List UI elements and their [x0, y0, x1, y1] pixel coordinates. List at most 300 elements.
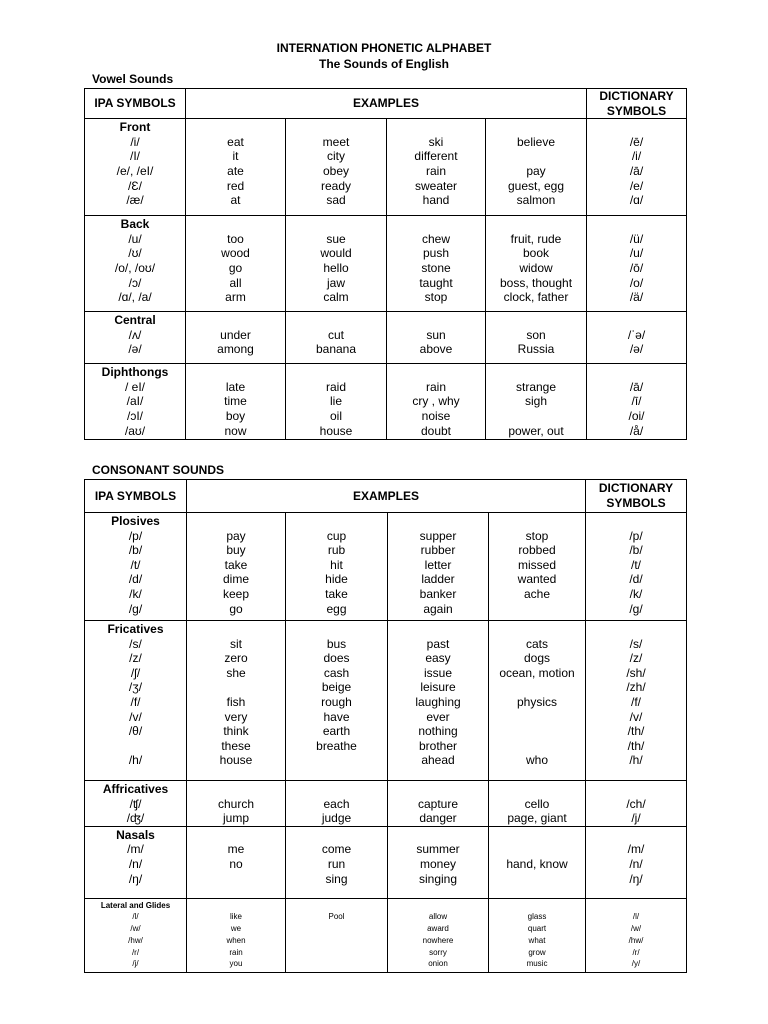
ipa-symbol: /u/ [128, 231, 142, 246]
dictionary-symbol: /g/ [629, 601, 643, 616]
ipa-symbol: /t/ [130, 557, 141, 572]
example-cell [388, 826, 489, 898]
example-cell [387, 119, 486, 216]
example-word: missed [518, 557, 557, 572]
example-word: ate [227, 163, 244, 178]
example-word: run [327, 856, 346, 871]
dictionary-symbol: /z/ [629, 651, 643, 666]
dictionary-symbol: /ā/ [629, 379, 644, 394]
example-word: me [227, 842, 245, 857]
ipa-cell [85, 312, 186, 364]
example-word: think [223, 724, 249, 739]
dictionary-symbol: /o/ [629, 275, 644, 290]
example-word: all [229, 275, 242, 290]
example-word: ready [320, 178, 352, 193]
example-word: salmon [516, 193, 556, 208]
example-cell [387, 312, 486, 364]
example-word: house [219, 753, 253, 768]
example-word: physics [517, 694, 558, 709]
ipa-symbol: /w/ [130, 924, 141, 934]
example-word: award [427, 924, 449, 934]
example-word: when [226, 935, 246, 945]
ipa-symbols-header: IPA SYMBOLS [85, 480, 187, 513]
ipa-symbol: /ʤ/ [126, 811, 145, 826]
example-word: judge [321, 811, 352, 826]
example-word: banker [419, 586, 457, 601]
ipa-cell [85, 781, 187, 827]
example-word: ski [428, 134, 444, 149]
dictionary-cell [587, 364, 687, 440]
example-word: she [226, 665, 246, 680]
example-word: Russia [517, 342, 555, 357]
example-word: again [423, 601, 453, 616]
dictionary-symbol: /m/ [627, 842, 645, 857]
group-label: Diphthongs [101, 365, 169, 380]
dictionary-symbol: /ō/ [629, 260, 644, 275]
ipa-symbol: /I/ [129, 149, 140, 164]
ipa-symbol: /ə/ [128, 342, 142, 357]
example-word: come [321, 842, 352, 857]
example-word: rain [425, 163, 446, 178]
example-word: grow [528, 947, 546, 957]
example-word: rough [321, 694, 352, 709]
example-word: strange [515, 379, 557, 394]
example-word [486, 409, 586, 424]
example-word [489, 842, 585, 857]
ipa-cell [85, 216, 186, 312]
example-cell [187, 898, 286, 972]
group-row [85, 781, 687, 827]
example-word: now [224, 423, 247, 438]
dictionary-symbol: /e/ [629, 178, 644, 193]
vowel-section-heading: Vowel Sounds [92, 72, 174, 86]
example-word: like [229, 912, 242, 922]
example-word: obey [322, 163, 350, 178]
dictionary-symbol: /ŋ/ [629, 871, 643, 886]
example-word: hand [422, 193, 450, 208]
example-word: sue [326, 231, 346, 246]
group-row [85, 898, 687, 972]
ipa-symbol: /l/ [132, 912, 139, 922]
example-word: dime [222, 572, 249, 587]
example-word: buy [226, 543, 246, 558]
example-word: stop [424, 290, 448, 305]
example-cell [388, 898, 489, 972]
example-word: sun [426, 327, 446, 342]
group-label: Affricatives [102, 782, 169, 796]
document-subtitle: The Sounds of English [319, 57, 449, 71]
example-word: cut [327, 327, 344, 342]
group-label: Central [114, 313, 156, 328]
ipa-symbol: /n/ [128, 856, 143, 871]
example-cell [186, 216, 286, 312]
example-word: believe [516, 134, 556, 149]
example-word: nothing [418, 724, 458, 739]
ipa-symbol: /ɑ/, /a/ [118, 290, 152, 305]
group-label: Nasals [116, 827, 155, 842]
example-word: too [227, 231, 244, 246]
example-word [489, 739, 585, 754]
example-cell [286, 898, 388, 972]
example-word: egg [326, 601, 347, 616]
ipa-symbol: /k/ [129, 586, 142, 601]
example-word: pay [226, 528, 246, 543]
group-label: Front [119, 120, 151, 135]
example-cell [186, 364, 286, 440]
example-word: what [528, 935, 546, 945]
example-word [286, 753, 387, 768]
dictionary-symbol: /w/ [630, 924, 642, 934]
ipa-symbol: /i/ [130, 134, 140, 149]
group-row [85, 364, 687, 440]
example-word: cry , why [412, 394, 460, 409]
example-word: taught [419, 275, 453, 290]
example-cell [187, 781, 286, 827]
example-word: boss, thought [499, 275, 573, 290]
example-cell [489, 898, 586, 972]
example-word: dogs [523, 651, 551, 666]
example-word [286, 958, 387, 970]
example-word: book [522, 246, 550, 261]
dictionary-symbol: /hw/ [628, 935, 644, 945]
example-word: arm [225, 290, 246, 305]
example-word: laughing [415, 694, 461, 709]
example-word: raid [325, 379, 346, 394]
ipa-symbol: /j/ [132, 959, 139, 969]
example-word: page, giant [507, 811, 567, 826]
example-cell [286, 312, 387, 364]
example-word: cash [323, 665, 350, 680]
group-row [85, 216, 687, 312]
group-label: Fricatives [107, 622, 164, 636]
example-word: sad [326, 193, 346, 208]
example-word: hand, know [506, 856, 568, 871]
dictionary-symbol: /ī/ [631, 394, 642, 409]
group-label: Lateral and Glides [100, 900, 171, 910]
example-word: sigh [525, 394, 548, 409]
example-word: jaw [326, 275, 345, 290]
ipa-symbol: /ŋ/ [128, 871, 143, 886]
example-word: brother [418, 738, 458, 753]
example-word: jump [222, 811, 249, 826]
example-word: robbed [518, 543, 556, 558]
example-word: different [414, 149, 458, 164]
example-word: push [422, 246, 450, 261]
consonant-table [84, 479, 687, 973]
example-word: earth [322, 724, 351, 739]
example-cell [286, 621, 388, 781]
example-word: bus [326, 636, 347, 651]
example-word: go [228, 260, 243, 275]
ipa-symbol: /r/ [131, 947, 140, 957]
ipa-symbol: /v/ [129, 709, 142, 724]
ipa-cell [85, 898, 187, 972]
example-word: summer [416, 842, 460, 857]
example-word [489, 872, 585, 887]
examples-header: EXAMPLES [187, 480, 586, 513]
dictionary-cell [586, 898, 687, 972]
example-word: boy [225, 408, 246, 423]
dictionary-symbol: /ˈə/ [627, 327, 646, 342]
example-cell [388, 513, 489, 621]
example-word: ladder [421, 572, 455, 587]
dictionary-symbol: /th/ [627, 724, 645, 739]
example-word: music [526, 959, 548, 969]
example-word: pay [526, 163, 546, 178]
group-row [85, 513, 687, 621]
example-word [187, 872, 285, 887]
example-word: letter [424, 557, 452, 572]
example-word: money [419, 856, 457, 871]
example-cell [186, 312, 286, 364]
example-cell [388, 621, 489, 781]
ipa-symbol: /s/ [129, 636, 142, 651]
example-word: late [225, 379, 246, 394]
example-word: cats [526, 636, 549, 651]
example-cell [388, 781, 489, 827]
example-word: glass [527, 912, 547, 922]
group-row [85, 119, 687, 216]
example-word: church [217, 796, 255, 811]
dictionary-symbol: /th/ [627, 738, 645, 753]
example-word: fish [226, 694, 246, 709]
ipa-symbol: /ɔ/ [128, 275, 142, 290]
dictionary-symbol: /k/ [629, 586, 643, 601]
dictionary-symbol: /j/ [631, 811, 641, 826]
ipa-symbol: /b/ [128, 543, 143, 558]
example-word: power, out [508, 423, 564, 438]
example-cell [187, 513, 286, 621]
dictionary-cell [586, 781, 687, 827]
example-cell [187, 621, 286, 781]
example-word: city [327, 149, 345, 164]
example-word: ocean, motion [499, 665, 575, 680]
example-word: keep [222, 586, 250, 601]
dictionary-symbols-header: DICTIONARY SYMBOLS [587, 89, 687, 119]
example-word: no [229, 856, 243, 871]
example-word: supper [419, 528, 457, 543]
ipa-symbol: /ʧ/ [129, 796, 142, 811]
example-word: ahead [421, 753, 455, 768]
ipa-cell [85, 119, 186, 216]
dictionary-symbol: /y/ [631, 959, 641, 969]
example-cell [286, 513, 388, 621]
group-label: Back [120, 217, 150, 232]
example-word: clock, father [503, 290, 569, 305]
dictionary-symbol: /i/ [631, 149, 642, 164]
example-cell [486, 119, 587, 216]
example-word: zero [224, 651, 248, 666]
example-word: rain [425, 379, 446, 394]
example-word: sweater [414, 178, 458, 193]
dictionary-symbol: /r/ [632, 947, 640, 957]
example-word: rubber [420, 543, 456, 558]
example-word: wanted [517, 572, 557, 587]
ipa-symbol: /o/, /oʊ/ [114, 260, 156, 275]
example-word: danger [419, 811, 457, 826]
example-cell [486, 312, 587, 364]
ipa-symbol: /g/ [128, 601, 143, 616]
dictionary-symbol: /å/ [629, 423, 644, 438]
dictionary-symbol: /h/ [629, 753, 643, 768]
dictionary-symbol: /p/ [629, 528, 643, 543]
dictionary-symbol: /v/ [629, 709, 643, 724]
example-word: rub [327, 543, 346, 558]
example-word: eat [227, 134, 244, 149]
example-cell [489, 781, 586, 827]
example-word: issue [423, 665, 452, 680]
example-word: past [426, 636, 450, 651]
ipa-symbol: /m/ [127, 842, 144, 857]
example-word: widow [519, 260, 553, 275]
dictionary-symbol: /f/ [631, 694, 642, 709]
example-cell [186, 119, 286, 216]
dictionary-symbol: /zh/ [626, 680, 646, 695]
ipa-symbol: /hw/ [128, 935, 143, 945]
example-word: singing [418, 871, 458, 886]
example-word: sorry [429, 947, 447, 957]
example-word [489, 724, 585, 739]
example-cell [286, 826, 388, 898]
example-word: doubt [420, 423, 452, 438]
example-word [286, 947, 387, 959]
example-cell [187, 826, 286, 898]
example-word: leisure [420, 680, 456, 695]
example-word: allow [428, 912, 448, 922]
dictionary-symbol: /ä/ [629, 290, 644, 305]
example-word [489, 710, 585, 725]
ipa-cell [85, 364, 186, 440]
example-word: these [221, 738, 251, 753]
dictionary-symbol: /d/ [629, 572, 643, 587]
ipa-symbol: /Ɛ/ [128, 178, 142, 193]
example-word: under [220, 327, 251, 342]
group-row [85, 312, 687, 364]
example-word: beige [321, 680, 352, 695]
example-word: wood [221, 246, 250, 261]
example-word: stone [421, 260, 451, 275]
dictionary-symbol: /ə/ [629, 342, 644, 357]
ipa-symbol: /ʒ/ [128, 680, 143, 695]
ipa-symbol: /θ/ [128, 724, 143, 739]
dictionary-symbol: /u/ [629, 246, 644, 261]
example-word: ache [523, 586, 551, 601]
document-title: INTERNATION PHONETIC ALPHABET [276, 41, 492, 55]
dictionary-cell [587, 216, 687, 312]
example-word: breathe [316, 738, 357, 753]
example-word: chew [421, 231, 450, 246]
group-row [85, 826, 687, 898]
ipa-symbol [85, 739, 186, 754]
example-word: who [526, 753, 549, 768]
example-cell [286, 364, 387, 440]
example-cell [286, 781, 388, 827]
example-word: guest, egg [507, 178, 565, 193]
example-word: onion [428, 959, 448, 969]
dictionary-symbol: /sh/ [626, 665, 646, 680]
example-word: house [319, 423, 353, 438]
consonant-section-heading: CONSONANT SOUNDS [92, 463, 225, 477]
example-word: quart [527, 924, 547, 934]
example-word: we [230, 924, 242, 934]
example-word: sing [325, 871, 348, 886]
example-word: nowhere [422, 935, 454, 945]
ipa-symbol: /aI/ [126, 394, 144, 409]
example-word: at [230, 193, 241, 208]
ipa-symbol: /aʊ/ [124, 423, 146, 438]
example-cell [489, 513, 586, 621]
example-word: cello [524, 796, 550, 811]
example-cell [486, 216, 587, 312]
example-word: fruit, rude [510, 231, 562, 246]
example-word: ever [426, 709, 450, 724]
example-word: banana [315, 342, 357, 357]
dictionary-symbol: /ē/ [629, 134, 644, 149]
example-cell [286, 119, 387, 216]
example-cell [286, 216, 387, 312]
example-word [286, 935, 387, 947]
example-word: above [419, 342, 453, 357]
ipa-symbol: /h/ [128, 753, 143, 768]
example-word [489, 680, 585, 695]
ipa-symbol: /ʊ/ [128, 246, 142, 261]
example-cell [387, 364, 486, 440]
example-word: hide [325, 572, 348, 587]
ipa-symbol: /ʌ/ [128, 327, 142, 342]
example-cell [486, 364, 587, 440]
dictionary-symbol: /ü/ [629, 231, 644, 246]
dictionary-symbol: /b/ [629, 543, 643, 558]
ipa-symbol: /ɔI/ [126, 408, 143, 423]
example-word: go [229, 601, 243, 616]
example-word: you [229, 959, 243, 969]
example-word: sit [230, 636, 242, 651]
example-word: take [224, 557, 248, 572]
ipa-cell [85, 621, 187, 781]
example-word: lie [329, 394, 342, 409]
dictionary-cell [587, 119, 687, 216]
example-word: red [226, 178, 245, 193]
example-word [187, 680, 285, 695]
group-label: Plosives [111, 514, 160, 528]
example-word: time [224, 394, 247, 409]
ipa-symbol: /ʃ/ [130, 665, 141, 680]
example-word: capture [417, 796, 459, 811]
ipa-symbol: /f/ [130, 694, 141, 709]
ipa-symbol: /d/ [128, 572, 143, 587]
ipa-symbol: /æ/ [126, 193, 144, 208]
example-word [489, 602, 585, 617]
example-word: calm [323, 290, 349, 305]
example-word: hit [330, 557, 343, 572]
ipa-cell [85, 826, 187, 898]
example-word: among [217, 342, 254, 357]
example-word [286, 923, 387, 935]
dictionary-cell [586, 826, 687, 898]
example-word: son [526, 327, 546, 342]
dictionary-symbol: /n/ [629, 856, 643, 871]
example-word: stop [525, 528, 549, 543]
example-word: take [325, 586, 348, 601]
example-cell [489, 621, 586, 781]
ipa-symbol: / eI/ [124, 379, 145, 394]
examples-header: EXAMPLES [186, 89, 587, 119]
dictionary-symbol: /l/ [632, 912, 640, 922]
example-word: would [320, 246, 352, 261]
example-word: cup [326, 528, 347, 543]
example-word: noise [421, 408, 451, 423]
ipa-symbol: /e/, /eI/ [116, 163, 154, 178]
